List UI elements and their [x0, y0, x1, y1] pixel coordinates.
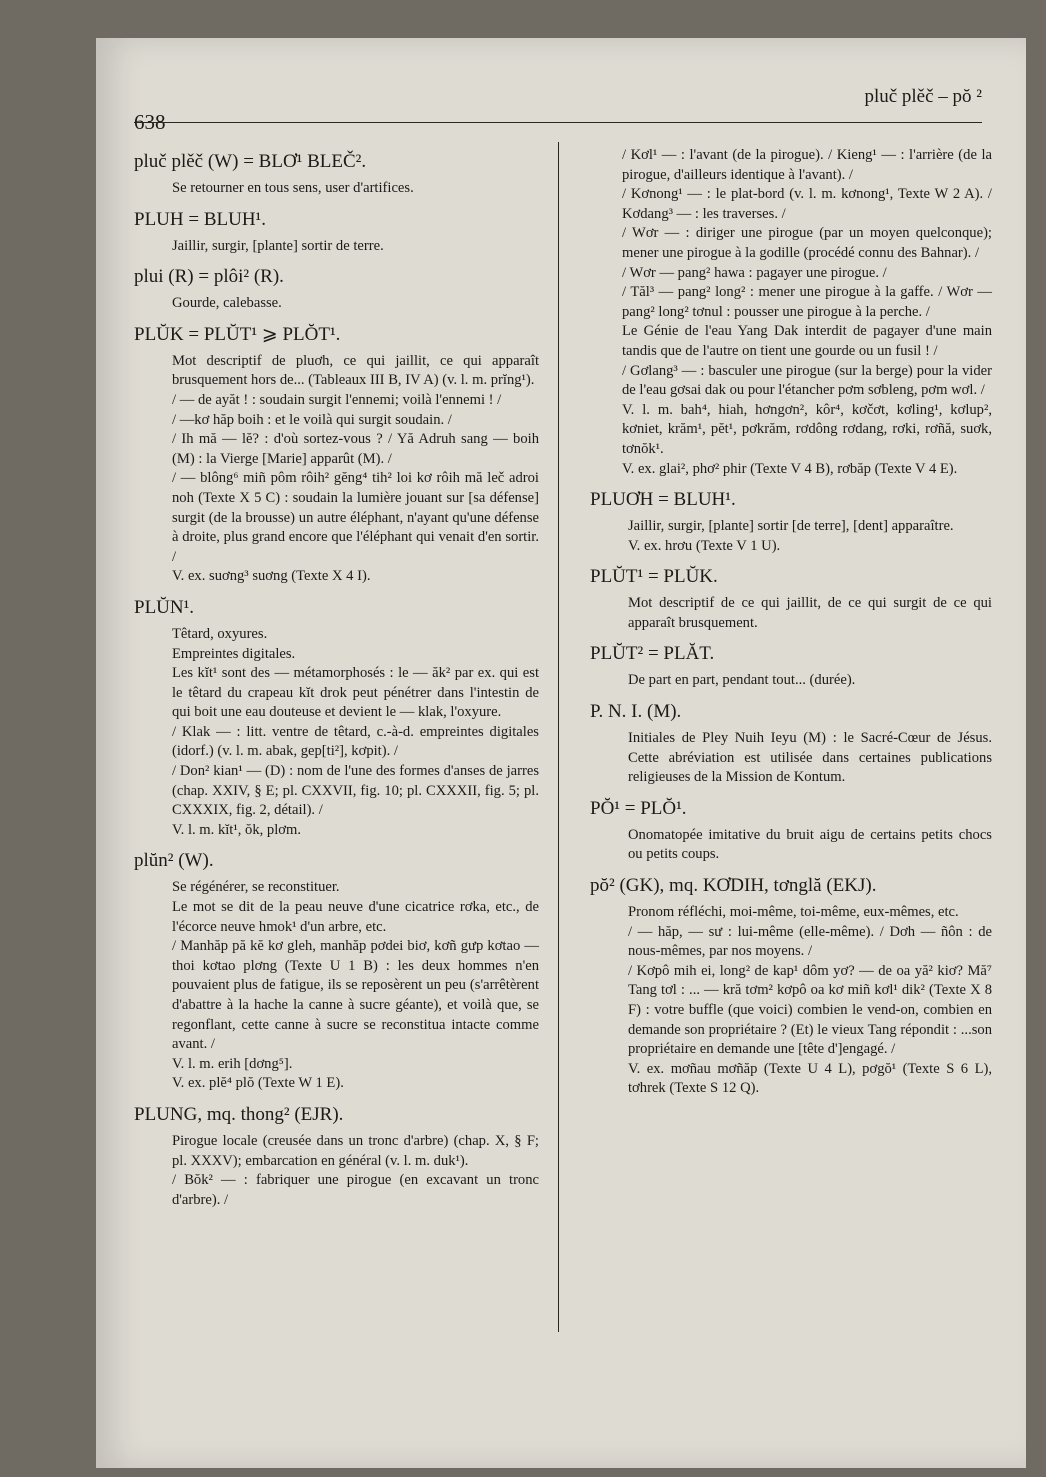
column-divider: [558, 142, 559, 1332]
definition-line: Se retourner en tous sens, user d'artifices.: [172, 180, 414, 196]
definition-line: V. ex. suơng³ suơng (Texte X 4 I).: [172, 568, 371, 585]
definition-line: V. ex. hrơu (Texte V 1 U).: [628, 537, 781, 554]
definition-line: / Klak — : litt. ventre de têtard, c.-à-d. empreintes digitales (idorf.) (v. l. m. abak, gep[ti²], kơpit). /: [172, 723, 539, 760]
definition-line: Le mot se dit de la peau neuve d'une cicatrice rơka, etc., de l'écorce neuve hmok¹ d'un arbre, etc.: [172, 899, 539, 935]
dictionary-entry: [134, 849, 539, 1094]
entry-definition: [628, 903, 992, 1099]
entry-definition: [172, 294, 539, 314]
definition-line: / — blông⁶ miñ pôm rôih² gĕng⁴ tih² loi kơ rôih mă leč adroi noh (Texte X 5 C) : soudain la lumière jouant sur [sa défense] surgit (de la brousse) un autre éléphant, n'ayant qu'une défense à droite, plus grand encore que l'éléphant qui venait d'en sortir. /: [172, 470, 539, 565]
dictionary-entry: [590, 700, 992, 788]
entry-headword: pŏ² (GK), mq. KƠDIH, tơnglă (EKJ).: [590, 875, 877, 897]
dictionary-entry: [590, 565, 992, 633]
dictionary-entry: [590, 146, 992, 479]
dictionary-entry: [134, 265, 539, 314]
definition-line: / Kơl¹ — : l'avant (de la pirogue). / Kieng¹ — : l'arrière (de la pirogue, d'ailleurs identique à l'avant). /: [622, 147, 992, 183]
dictionary-entry: [590, 642, 992, 691]
definition-line: Pronom réfléchi, moi-même, toi-même, eux-mêmes, etc.: [628, 904, 959, 921]
definition-line: / —kơ hăp boih : et le voilà qui surgit soudain. /: [172, 411, 452, 428]
definition-line: / Don² kian¹ — (D) : nom de l'une des formes d'anses de jarres (chap. XXIV, § E; pl. CXXVII, fig. 10; pl. CXXXII, fig. 5; pl. CXXXIX, fig. 2, détail). /: [172, 763, 539, 819]
definition-line: / — de ayăt ! : soudain surgit l'ennemi; voilà l'ennemi ! /: [172, 391, 502, 408]
definition-line: Le Génie de l'eau Yang Dak interdit de pagayer d'une main tandis que de l'autre on tient une gourde ou un fusil ! /: [622, 323, 992, 359]
entry-definition: [628, 517, 992, 556]
dictionary-entry: [590, 797, 992, 865]
definition-line: Se régénérer, se reconstituer.: [172, 879, 340, 896]
entry-definition: [628, 729, 992, 788]
definition-line: Les kĭt¹ sont des — métamorphosés : le — ăk² par ex. qui est le têtard du crapeau kĭt drok peut pénétrer dans l'intestin de qui boit une eau douteuse et devient le — klak, l'oxyure.: [172, 665, 539, 721]
entry-headword: PLUƠH = BLUH¹.: [590, 489, 736, 511]
running-head: pluč plěč – pŏ ²: [864, 86, 982, 107]
page-number: 638: [134, 110, 166, 134]
dictionary-entry: [134, 323, 539, 587]
definition-line: / Kơpô mih ei, long² de kap¹ dôm yơ? — de oa yă² kiơ? Mă⁷ Tang tơl : ... — kră tơm² kơpô oa kơ miñ kơl¹ dik² (Texte X 8 F) : votre buffle (que voici) combien le vend-on, combien en demande son propriétaire ? (Et) le vieux Tang répondit : ...son propriétaire en demande une [tête d']engagé. /: [628, 962, 992, 1058]
definition-line: Têtard, oxyures.: [172, 625, 268, 642]
entry-definition: [622, 146, 992, 479]
dictionary-page: [96, 38, 1026, 1468]
dictionary-entry: [134, 208, 539, 257]
entry-headword: PLUH = BLUH¹.: [134, 208, 266, 230]
entry-definition: [172, 1132, 539, 1210]
entry-definition: [628, 594, 992, 633]
entry-definition: [172, 625, 539, 841]
definition-line: / Manhăp pă kĕ kơ gleh, manhăp pơdei biơ, kơñ gưp kơtao — thoi kơtao plơng (Texte U 1 B) : les deux hommes n'en pouvaient plus de fatigue, ils se reposèrent un peu (s'arrêtèrent d'abattre à la hache la canne à sucre géante), et voilà que, se regonflant, cette canne à sucre se reconstitua intacte comme avant. /: [172, 938, 539, 1053]
definition-line: / Bŏk² — : fabriquer une pirogue (en excavant un tronc d'arbre). /: [172, 1172, 539, 1208]
entry-definition: [628, 826, 992, 865]
entry-headword: PLŬT² = PLĂT.: [590, 643, 715, 665]
definition-line: V. l. m. bah⁴, hiah, hơngơn², kôr⁴, kơčơt, kơling¹, kơlup², kơniet, krăm¹, pĕt¹, pơkrăm, rơdông rơdang, rơki, rơñă, suơk, tơnŏk¹.: [622, 401, 992, 457]
definition-line: Jaillir, surgir, [plante] sortir [de terre], [dent] apparaître.: [628, 518, 954, 535]
entry-definition: [172, 237, 539, 257]
definition-line: Empreintes digitales.: [172, 645, 296, 662]
definition-line: V. ex. mơñau mơñăp (Texte U 4 L), pơgŏ¹ (Texte S 6 L), tơhrek (Texte S 12 Q).: [628, 1060, 992, 1097]
definition-line: / Kơnong¹ — : le plat-bord (v. l. m. kơnong¹, Texte W 2 A). / Kơdang³ — : les traverses. /: [622, 186, 992, 222]
entry-definition: [628, 671, 992, 691]
definition-line: De part en part, pendant tout... (durée).: [628, 672, 856, 689]
definition-line: / — hăp, — sư : lui-même (elle-même). / Dơh — ñôn : de nous-mêmes, par nos moyens. /: [628, 923, 992, 960]
dictionary-entry: [590, 874, 992, 1099]
entry-definition: [172, 878, 539, 1094]
dictionary-entry: [134, 150, 539, 199]
definition-line: V. ex. plĕ⁴ plŏ (Texte W 1 E).: [172, 1075, 344, 1092]
entry-headword: P. N. I. (M).: [590, 701, 682, 723]
dictionary-entry: [590, 488, 992, 556]
definition-line: Mot descriptif de ce qui jaillit, de ce qui surgit de ce qui apparaît brusquement.: [628, 595, 992, 631]
right-column: [590, 146, 992, 1108]
entry-headword: pluč plěč (W) = BLƠ¹ BLEČ².: [134, 151, 367, 172]
entry-definition: [172, 352, 539, 587]
entry-headword: plui (R) = plôi² (R).: [134, 266, 284, 288]
entry-headword: PŎ¹ = PLŎ¹.: [590, 797, 687, 819]
definition-line: / Ih mă — lĕ? : d'où sortez-vous ? / Yă Adruh sang — boih (M) : la Vierge [Marie] apparût (M). /: [172, 431, 539, 467]
entry-definition: [172, 179, 539, 199]
entry-headword: PLŬK = PLŬT¹ ⩾ PLŎT¹.: [134, 323, 341, 345]
definition-line: V. l. m. erih [dơng⁵].: [172, 1055, 293, 1072]
definition-line: / Gơlang³ — : basculer une pirogue (sur la berge) pour la vider de l'eau gơsai dak ou pour l'étancher pơm sơbleng, pơm wơl. /: [622, 362, 992, 399]
definition-line: Initiales de Pley Nuih Ieyu (M) : le Sacré-Cœur de Jésus. Cette abréviation est utilisée dans certaines publications religieuses de la Mission de Kontum.: [628, 730, 992, 786]
definition-line: V. ex. glai², phơ² phir (Texte V 4 B), rơbăp (Texte V 4 E).: [622, 460, 958, 477]
definition-line: / Wơr — pang² hawa : pagayer une pirogue. /: [622, 264, 887, 281]
definition-line: / Tăl³ — pang² long² : mener une pirogue à la gaffe. / Wơr — pang² long² tơnul : pousser une pirogue à la perche. /: [622, 284, 992, 320]
definition-line: / Wơr — : diriger une pirogue (par un moyen quelconque); mener une pirogue à la godille (procédé connu des Bahnar). /: [622, 225, 992, 261]
entry-headword: PLŬN¹.: [134, 596, 195, 618]
left-column: [134, 146, 539, 1219]
definition-line: Mot descriptif de pluơh, ce qui jaillit, ce qui apparaît brusquement hors de... (Tableaux III B, IV A) (v. l. m. prĭng¹).: [172, 352, 539, 389]
definition-line: Onomatopée imitative du bruit aigu de certains petits chocs ou petits coups.: [628, 826, 992, 863]
definition-line: Pirogue locale (creusée dans un tronc d'arbre) (chap. X, § F; pl. XXXV); embarcation en général (v. l. m. duk¹).: [172, 1132, 539, 1169]
header-rule: [134, 122, 982, 123]
entry-headword: plŭn² (W).: [134, 850, 214, 872]
dictionary-entry: [134, 1103, 539, 1210]
definition-line: Gourde, calebasse.: [172, 295, 282, 312]
definition-line: V. l. m. kĭt¹, ŏk, plơm.: [172, 821, 301, 838]
definition-line: Jaillir, surgir, [plante] sortir de terre.: [172, 237, 384, 254]
dictionary-entry: [134, 596, 539, 841]
entry-headword: PLŬT¹ = PLŬK.: [590, 566, 718, 588]
entry-headword: PLUNG, mq. thong² (EJR).: [134, 1103, 344, 1125]
